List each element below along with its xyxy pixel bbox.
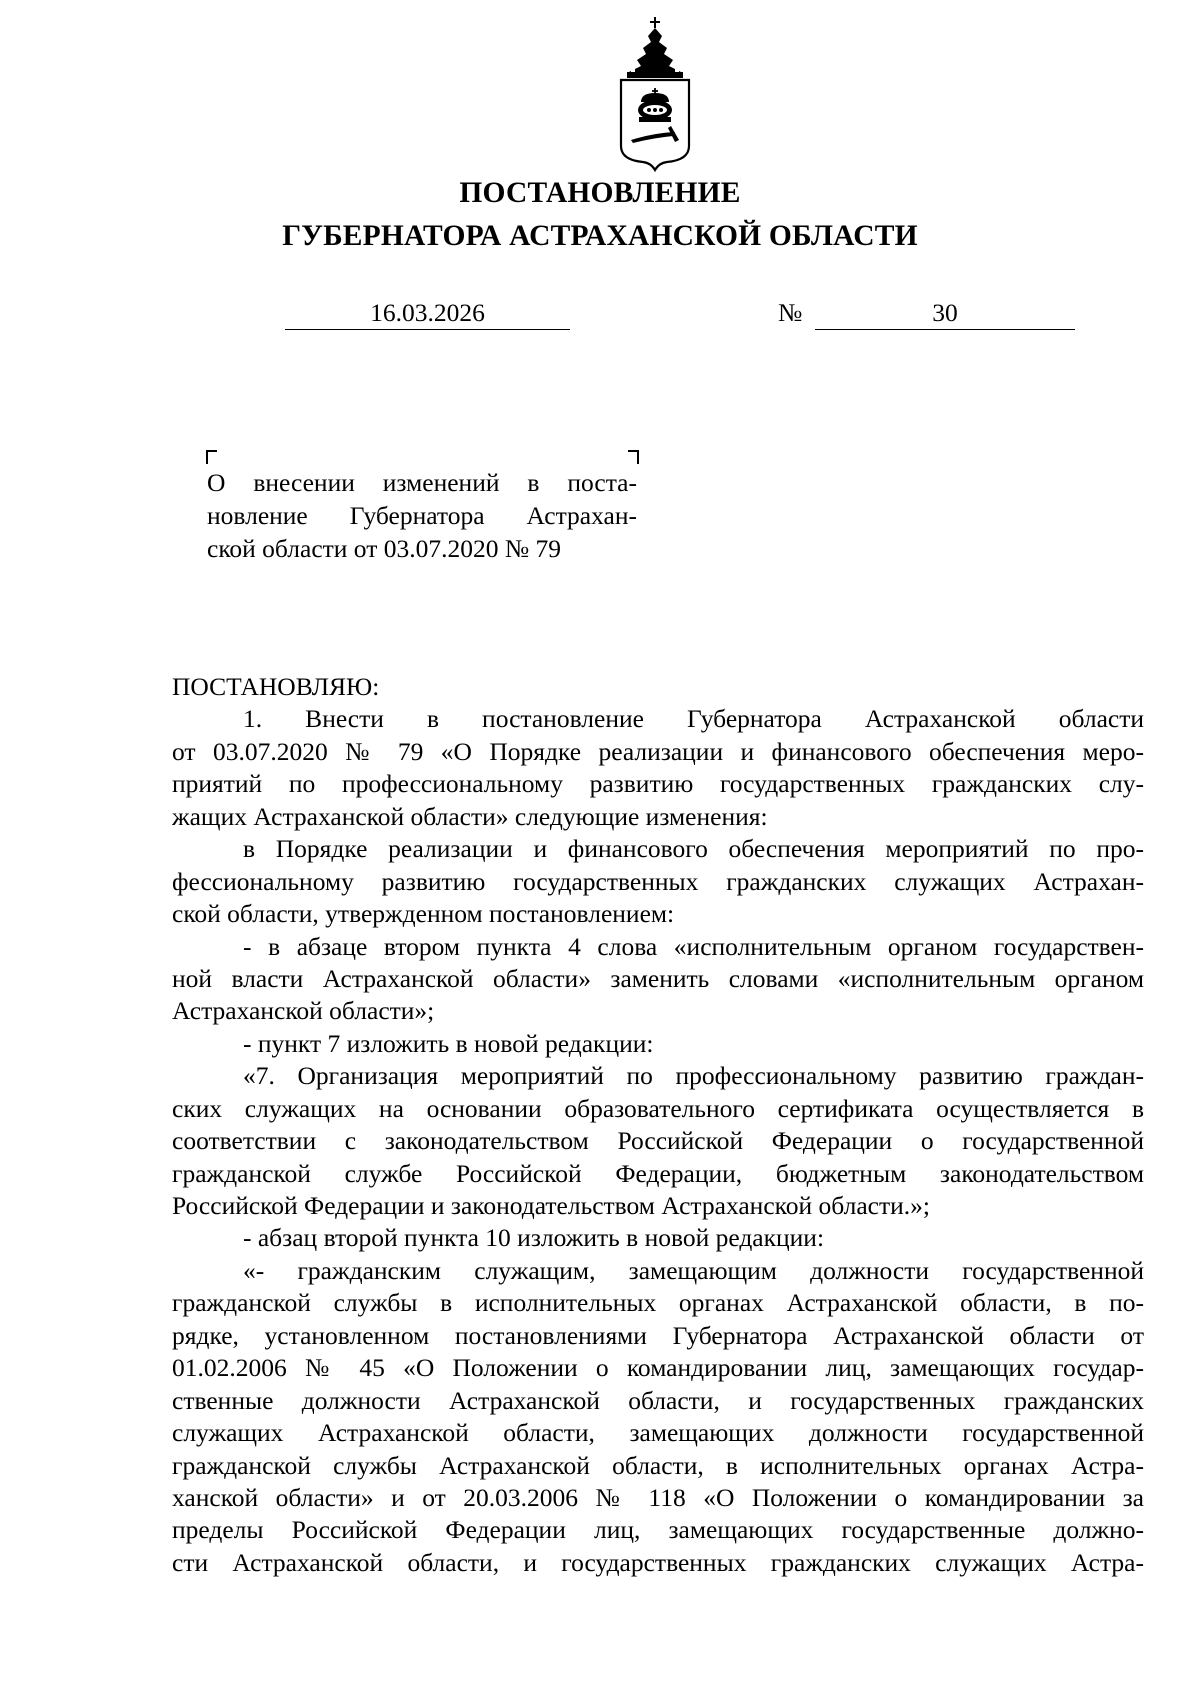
number-sign: № [778, 298, 803, 327]
subject-line: ской области от 03.07.2020 № 79 [207, 534, 562, 563]
body-line: - в абзаце втором пункта 4 слова «исполнительным органом государствен- [243, 931, 1144, 961]
body-line: жащих Астраханской области» следующие изменения: [172, 801, 768, 831]
body-line: Российской Федерации и законодательством Астраханской области.»; [172, 1191, 930, 1220]
subject-line: О внесении изменений в поста- [207, 468, 637, 497]
document-number: 30 [932, 298, 958, 327]
body-line: 1. Внести в постановление Губернатора Астраханской области [243, 704, 1144, 734]
number-underline [815, 329, 1075, 330]
body-line: 01.02.2006 № 45 «О Положении о командировании лиц, замещающих государ- [172, 1353, 1144, 1383]
body-line: от 03.07.2020 № 79 «О Порядке реализации и финансового обеспечения меро- [172, 736, 1144, 766]
body-line: рядке, установленном постановлениями Губернатора Астраханской области от [172, 1320, 1144, 1350]
document-subject [207, 466, 637, 565]
body-line: гражданской службы Астраханской области, в исполнительных органах Астра- [172, 1450, 1144, 1480]
document-issuer: ГУБЕРНАТОРА АСТРАХАНСКОЙ ОБЛАСТИ [282, 220, 918, 252]
body-line: гражданской службы в исполнительных органах Астраханской области, в по- [172, 1288, 1144, 1318]
body-line: фессиональному развитию государственных гражданских служащих Астрахан- [172, 866, 1144, 896]
body-line: ханской области» и от 20.03.2006 № 118 «О Положении о командировании за [172, 1482, 1144, 1512]
document-body [172, 671, 1144, 1579]
body-line: - пункт 7 изложить в новой редакции: [243, 1028, 654, 1058]
body-line: сти Астраханской области, и государственных гражданских служащих Астра- [172, 1547, 1144, 1577]
body-line: гражданской службе Российской Федерации, бюджетным законодательством [172, 1158, 1144, 1188]
date-underline [285, 329, 570, 330]
body-line: ской области, утвержденном постановлением: [172, 899, 675, 929]
body-line: пределы Российской Федерации лиц, замещающих государственные должно- [172, 1515, 1144, 1545]
body-line: «7. Организация мероприятий по профессиональному развитию граждан- [243, 1061, 1144, 1091]
subject-line: новление Губернатора Астрахан- [207, 501, 637, 530]
body-line: соответствии с законодательством Российской Федерации о государственной [172, 1126, 1144, 1156]
document-title: ПОСТАНОВЛЕНИЕ [459, 177, 741, 209]
body-line: «- гражданским служащим, замещающим должности государственной [243, 1255, 1144, 1285]
astrakhan-coat-of-arms-icon [615, 14, 695, 174]
body-line: ских служащих на основании образовательного сертификата осуществляется в [172, 1093, 1144, 1123]
resolution-heading: ПОСТАНОВЛЯЮ: [172, 672, 380, 701]
body-line: ственные должности Астраханской области, и государственных гражданских [172, 1385, 1144, 1415]
body-line: - абзац второй пункта 10 изложить в новой редакции: [243, 1223, 825, 1253]
subject-corner-left [206, 450, 217, 464]
body-line: Астраханской области»; [172, 996, 435, 1026]
body-line: служащих Астраханской области, замещающих должности государственной [172, 1418, 1144, 1448]
body-line: ной власти Астраханской области» заменить словами «исполнительным органом [172, 963, 1144, 993]
body-line: в Порядке реализации и финансового обеспечения мероприятий по про- [243, 834, 1144, 864]
document-date: 16.03.2026 [370, 298, 485, 327]
subject-corner-right [628, 450, 639, 464]
body-line: приятий по профессиональному развитию государственных гражданских слу- [172, 769, 1144, 799]
